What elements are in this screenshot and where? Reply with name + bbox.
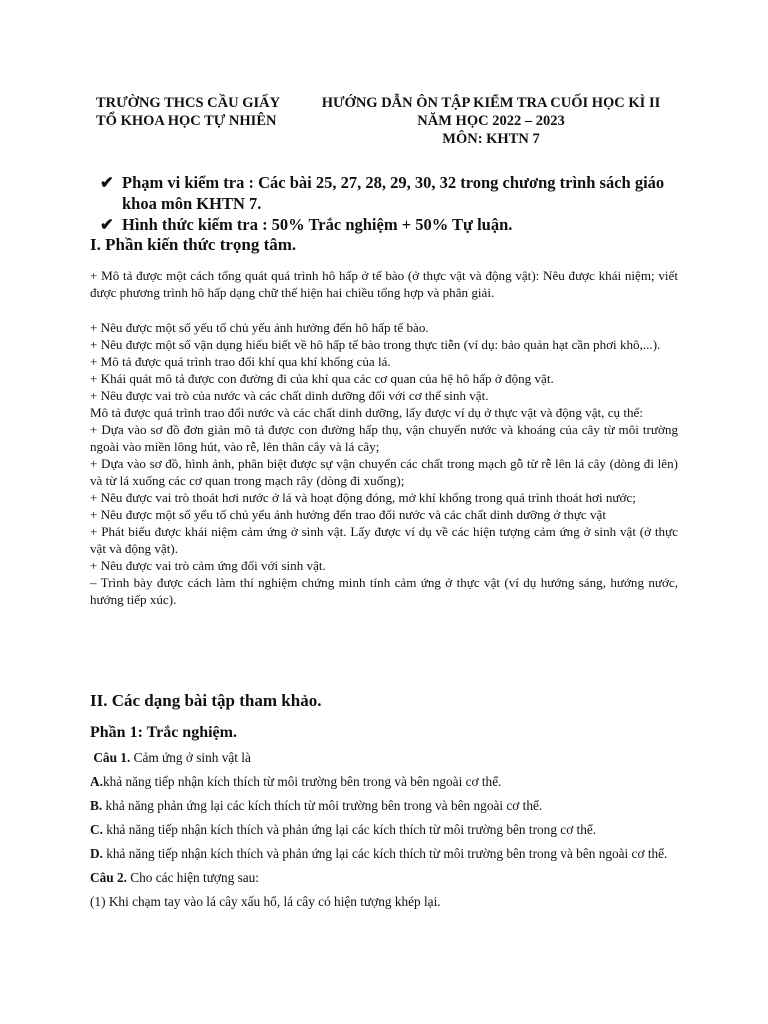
check-mark-icon: ✔ <box>100 173 114 192</box>
option-text: khả năng tiếp nhận kích thích và phản ứng lại các kích thích từ môi trường bên trong cơ thể. <box>102 822 597 837</box>
knowledge-item: + Nêu được vai trò cảm ứng đối với sinh vật. <box>90 558 326 573</box>
knowledge-item: + Nêu được vai trò của nước và các chất dinh dưỡng đối với cơ thể sinh vật. <box>90 388 489 403</box>
scope-text: Phạm vi kiểm tra : Các bài 25, 27, 28, 29, 30, 32 trong chương trình sách giáo khoa môn KHTN 7. <box>122 173 665 213</box>
department-name: TỔ KHOA HỌC TỰ NHIÊN <box>96 113 277 129</box>
knowledge-item: + Nêu được một số vận dụng hiểu biết về hô hấp tế bào trong thực tiễn (ví dụ: bảo quản hạt cần phơi khô,...). <box>90 337 661 352</box>
section-1-title: I. Phần kiến thức trọng tâm. <box>90 235 297 254</box>
knowledge-list <box>90 267 678 608</box>
option-key: D. <box>90 846 103 861</box>
option-key: B. <box>90 798 103 813</box>
knowledge-item: – Trình bày được cách làm thí nghiệm chứng minh tính cảm ứng ở thực vật (ví dụ hướng sáng, hướng nước, hướng tiếp xúc). <box>90 575 678 607</box>
question-text: Cảm ứng ở sinh vật là <box>130 750 251 765</box>
option-key: A. <box>90 774 103 789</box>
answer-option <box>90 818 678 842</box>
part-1-title: Phần 1: Trắc nghiệm. <box>90 724 237 741</box>
answer-option <box>90 794 678 818</box>
knowledge-item: + Nêu được một số yếu tố chủ yếu ảnh hưởng đến trao đổi nước và các chất dinh dưỡng ở thực vật <box>90 507 607 522</box>
question-list <box>90 746 678 914</box>
answer-option <box>90 770 678 794</box>
school-name: TRƯỜNG THCS CẦU GIẤY <box>96 95 281 111</box>
question-2 <box>90 866 678 890</box>
document-title: HƯỚNG DẪN ÔN TẬP KIỂM TRA CUỐI HỌC KÌ II <box>321 95 661 111</box>
answer-option <box>90 842 678 866</box>
school-header <box>96 94 280 130</box>
question-2-item: (1) Khi chạm tay vào lá cây xấu hổ, lá cây có hiện tượng khép lại. <box>90 894 441 909</box>
knowledge-item: + Dựa vào sơ đồ đơn giản mô tả được con đường hấp thụ, vận chuyển nước và khoáng của cây từ môi trường ngoài vào miền lông hút, vào rễ, lên thân cây và lá cây; <box>90 422 678 454</box>
knowledge-item: + Phát biểu được khái niệm cảm ứng ở sinh vật. Lấy được ví dụ về các hiện tượng cảm ứng ở sinh vật (ở thực vật và động vật). <box>90 524 678 556</box>
knowledge-item: + Khái quát mô tả được con đường đi của khí qua các cơ quan của hệ hô hấp ở động vật. <box>90 371 554 386</box>
option-text: khả năng phản ứng lại các kích thích từ môi trường bên trong và bên ngoài cơ thể. <box>102 798 543 813</box>
check-mark-icon: ✔ <box>100 215 114 234</box>
knowledge-item: + Mô tả được một cách tổng quát quá trình hô hấp ở tế bào (ở thực vật và động vật): Nêu được khái niệm; viết được phương trình hô hấp dạng chữ thể hiện hai chiều tổng hợp và phân giải. <box>90 268 678 300</box>
question-text: Cho các hiện tượng sau: <box>126 870 259 885</box>
section-2-title: II. Các dạng bài tập tham khảo. <box>90 691 322 710</box>
knowledge-item: + Nêu được vai trò thoát hơi nước ở lá và hoạt động đóng, mở khí khổng trong quá trình thoát hơi nước; <box>90 490 636 505</box>
question-label: Câu 1. <box>93 750 131 765</box>
knowledge-item: Mô tả được quá trình trao đổi nước và các chất dinh dưỡng, lấy được ví dụ ở thực vật và động vật, cụ thể: <box>90 405 643 420</box>
knowledge-item: + Mô tả được quá trình trao đổi khí qua khí khổng của lá. <box>90 354 391 369</box>
option-text: khả năng tiếp nhận kích thích và phản ứng lại các kích thích từ môi trường bên trong và bên ngoài cơ thể. <box>102 846 668 861</box>
option-key: C. <box>90 822 103 837</box>
document-title-block <box>306 94 676 148</box>
school-year: NĂM HỌC 2022 – 2023 <box>417 113 565 129</box>
knowledge-item: + Dựa vào sơ đồ, hình ảnh, phân biệt được sự vận chuyển các chất trong mạch gỗ từ rễ lên lá cây (dòng đi lên) và từ lá xuống các cơ quan trong mạch rây (dòng đi xuống); <box>90 456 678 488</box>
question-label: Câu 2. <box>90 870 127 885</box>
subject: MÔN: KHTN 7 <box>442 131 540 147</box>
option-text: khả năng tiếp nhận kích thích từ môi trường bên trong và bên ngoài cơ thể. <box>102 774 502 789</box>
format-text: Hình thức kiểm tra : 50% Trắc nghiệm + 50% Tự luận. <box>122 215 513 234</box>
question-1 <box>90 746 678 770</box>
knowledge-item: + Nêu được một số yếu tố chủ yếu ảnh hưởng đến hô hấp tế bào. <box>90 320 429 335</box>
